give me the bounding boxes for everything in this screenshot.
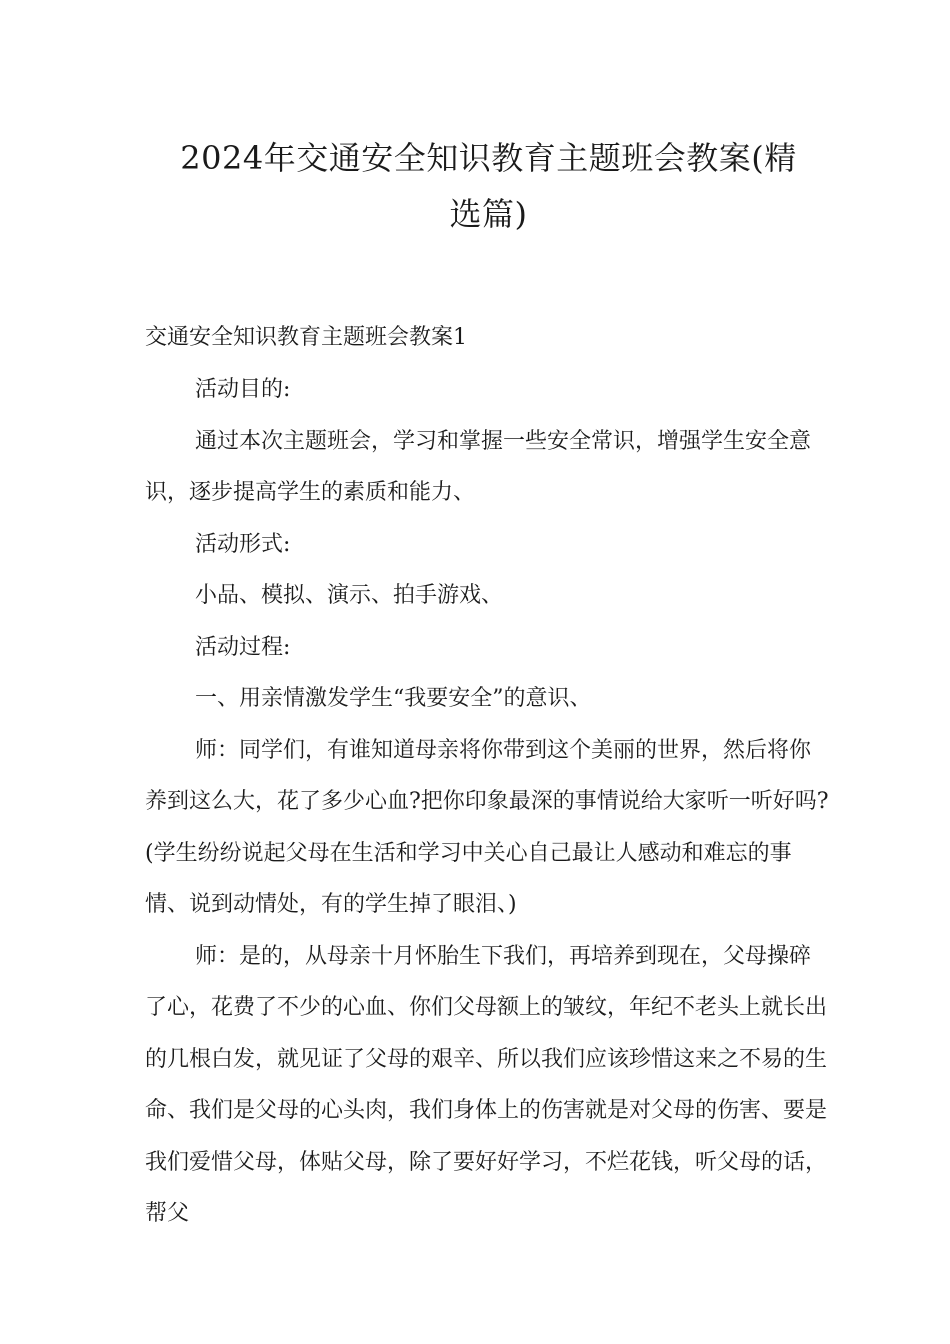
paragraph-step-one: 一、用亲情激发学生“我要安全”的意识、 — [195, 686, 592, 711]
title-line-2: 选篇) — [449, 195, 528, 233]
document-title — [145, 130, 832, 242]
paragraph-activity-process-label: 活动过程: — [195, 634, 291, 660]
paragraph-teacher-response: 师：是的，从母亲十月怀胎生下我们，再培养到现在，父母操碎了心，花费了不少的心血、你们父母额上的皱纹，年纪不老头上就长出的几根白发，就见证了父母的艰辛、所以我们应该珍惜这来之不易的生命、我们是父母的心头肉，我们身体上的伤害就是对父母的伤害、要是我们爱惜父母，体贴父母，除了要好好学习，不烂花钱，听父母的话，帮父 — [145, 943, 828, 1226]
paragraph-activity-form-label: 活动形式: — [195, 531, 291, 557]
paragraph-activity-goal-label: 活动目的: — [195, 377, 291, 402]
section-heading: 交通安全知识教育主题班会教案1 — [145, 325, 467, 350]
paragraph-activity-goal: 通过本次主题班会，学习和掌握一些安全常识，增强学生安全意识，逐步提高学生的素质和能力、 — [145, 428, 812, 505]
paragraph-teacher-question: 师：同学们，有谁知道母亲将你带到这个美丽的世界，然后将你养到这么大，花了多少心血?把你印象最深的事情说给大家听一听好吗?(学生纷纷说起父母在生活和学习中关心自己最让人感动和难忘的事情、说到动情处，有的学生掉了眼泪、) — [145, 737, 829, 917]
title-line-1: 2024年交通安全知识教育主题班会教案(精 — [180, 139, 797, 177]
paragraph-activity-form: 小品、模拟、演示、拍手游戏、 — [195, 583, 504, 608]
